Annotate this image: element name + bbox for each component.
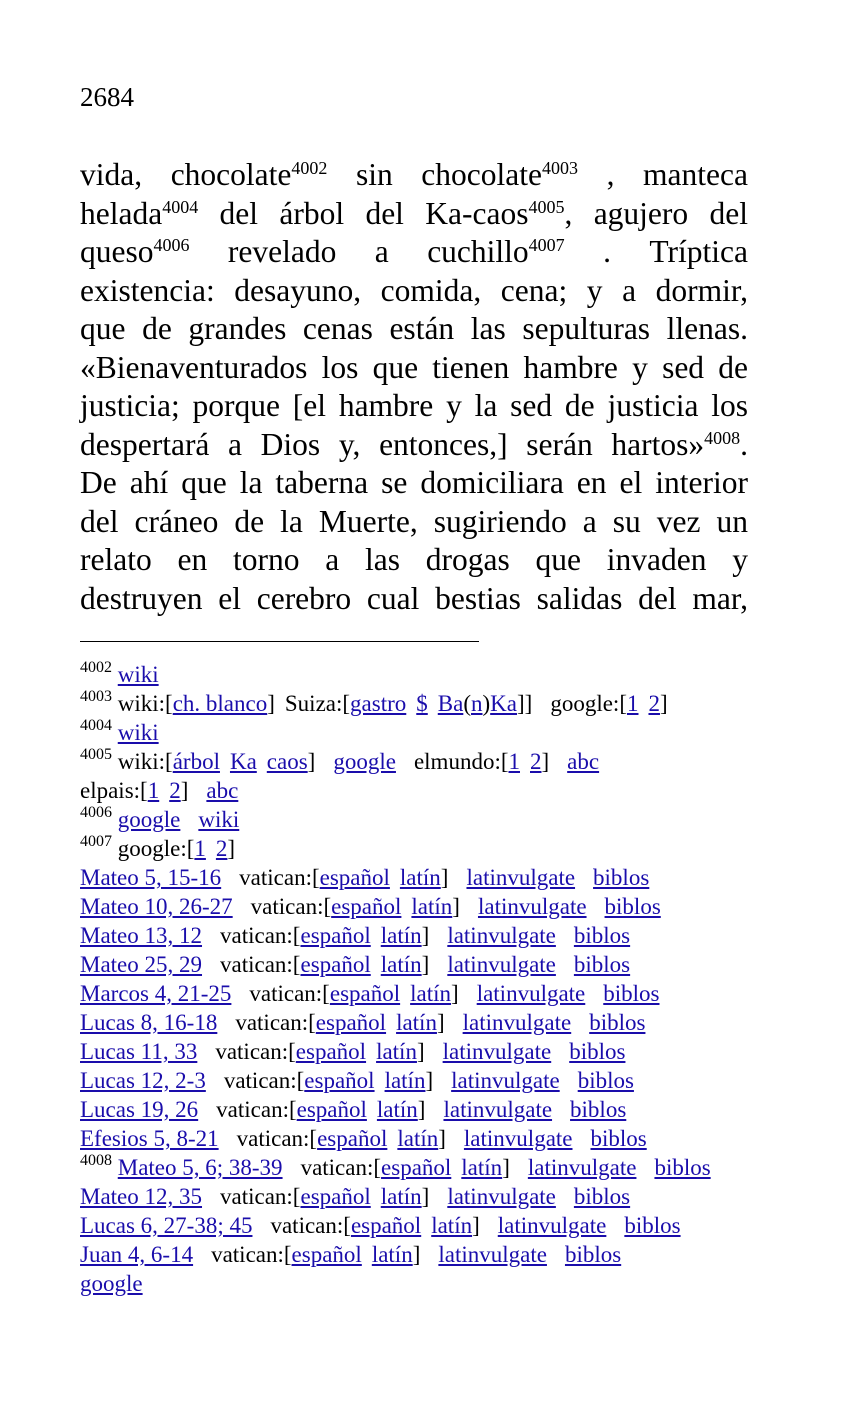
biblos-link[interactable]: biblos [569,1039,626,1064]
latin-link[interactable]: latín [399,865,441,890]
latin-link[interactable]: latín [396,1010,437,1035]
google-link-1[interactable]: 1 [626,691,639,716]
passage-link[interactable]: Lucas 11, 33 [80,1039,198,1064]
footnote-4005-cont: elpais:[1 2] abc [80,778,239,803]
espanol-link[interactable]: español [300,1184,371,1209]
ch-blanco-link[interactable]: ch. blanco [172,691,268,716]
body-line-7: justicia; porque [el hambre y la sed de justicia los [80,388,748,423]
arbol-link[interactable]: árbol [172,749,220,774]
footnote-ref-4004[interactable]: 4004 [162,196,199,217]
espanol-link[interactable]: español [329,981,401,1006]
body-line-10: del cráneo de la Muerte, sugiriendo a su vez un [80,503,748,539]
body-line-11: relato en torno a las drogas que invaden y [80,542,748,577]
footnote-separator [80,641,479,642]
wiki-link[interactable]: wiki [117,720,159,745]
n-link[interactable]: n [471,691,483,716]
latinvulgate-link[interactable]: latinvulgate [451,1068,560,1093]
bible-ref-row: Mateo 13, 12 vatican:[español latín] latinvulgate biblos [80,923,631,948]
espanol-link[interactable]: español [300,923,371,948]
footnote-4004: $^{4004}$ wiki [80,717,159,745]
passage-link[interactable]: Mateo 25, 29 [80,952,203,977]
bible-ref-row: Juan 4, 6-14 vatican:[español latín] latinvulgate biblos [80,1242,622,1267]
bible-ref-row: Lucas 12, 2-3 vatican:[español latín] latinvulgate biblos [80,1068,634,1093]
espanol-link[interactable]: español [381,1155,452,1180]
bible-ref-row: $^{4008}$ Mateo 5, 6; 38-39 vatican:[español latín] latinvulgate biblos [80,1152,711,1180]
latin-link[interactable]: latín [397,1126,439,1151]
latin-link[interactable]: latín [371,1242,413,1267]
latinvulgate-link[interactable]: latinvulgate [466,865,576,890]
biblos-link[interactable]: biblos [570,1097,627,1122]
footnote-ref-4008[interactable]: 4008 [704,427,741,448]
body-line-2: helada$^{4004}$ del árbol del Ka-caos$^{4005}$, agujero del [80,195,748,231]
passage-link[interactable]: Lucas 19, 26 [80,1097,199,1122]
body-line-8: despertará a Dios y, entonces,] serán hartos»$^{4008}$. [80,426,748,462]
bible-ref-row: Mateo 25, 29 vatican:[español latín] latinvulgate biblos [80,952,631,977]
latin-link[interactable]: latín [410,981,452,1006]
ka-link[interactable]: Ka [490,691,517,716]
footnote-4003: $^{4003}$ wiki:[ch. blanco] Suiza:[gastro $ Ba(n)Ka]] google:[1 2] [80,688,668,716]
ba-link[interactable]: Ba [437,691,464,716]
elpais-link-1[interactable]: 1 [147,778,160,803]
biblos-link[interactable]: biblos [603,981,660,1006]
latinvulgate-link[interactable]: latinvulgate [447,923,556,948]
latin-link[interactable]: latín [380,923,422,948]
bible-ref-row: Lucas 11, 33 vatican:[español latín] latinvulgate biblos [80,1039,626,1064]
footnote-4008-google [80,1269,780,1298]
body-line-1: vida, chocolate$^{4002}$ sin chocolate$^{4003}$ , manteca [80,157,748,192]
wiki-link[interactable]: wiki [198,807,240,832]
latinvulgate-link[interactable]: latinvulgate [476,981,586,1006]
google-link[interactable]: google [333,749,396,774]
biblos-link[interactable]: biblos [624,1213,681,1238]
latin-link[interactable]: latín [376,1039,417,1064]
latin-link[interactable]: latín [431,1213,473,1238]
latinvulgate-link[interactable]: latinvulgate [497,1213,607,1238]
passage-link[interactable]: Efesios 5, 8-21 [80,1126,219,1151]
passage-link[interactable]: Mateo 5, 15-16 [80,865,222,890]
latinvulgate-link[interactable]: latinvulgate [477,894,587,919]
body-line-9: De ahí que la taberna se domiciliara en el interior [80,465,748,500]
biblos-link[interactable]: biblos [564,1242,622,1267]
passage-link[interactable]: Mateo 10, 26-27 [80,894,233,919]
passage-link[interactable]: Mateo 12, 35 [80,1184,203,1209]
espanol-link[interactable]: español [317,1126,388,1151]
passage-link[interactable]: Juan 4, 6-14 [80,1242,194,1267]
body-line-4: existencia: desayuno, comida, cena; y a dormir, [80,272,748,308]
google-link-1[interactable]: 1 [194,836,206,861]
bible-refs-4008 [80,1153,780,1269]
footnote-ref-4006[interactable]: 4006 [153,235,190,255]
body-line-5: que de grandes cenas están las sepulturas llenas. [80,311,748,346]
espanol-link[interactable]: español [295,1039,367,1064]
caos-link[interactable]: caos [266,749,308,774]
espanol-link[interactable]: español [296,1097,367,1122]
latin-link[interactable]: latín [384,1068,426,1093]
body-line-6: «Bienaventurados los que tienen hambre y sed de [80,349,748,385]
bible-ref-row: Mateo 12, 35 vatican:[español latín] latinvulgate biblos [80,1184,631,1209]
biblos-link[interactable]: biblos [573,923,631,948]
bible-ref-row: Mateo 10, 26-27 vatican:[español latín] latinvulgate biblos [80,894,661,919]
latin-link[interactable]: latín [376,1097,418,1122]
bible-ref-row: Marcos 4, 21-25 vatican:[español latín] latinvulgate biblos [80,981,660,1006]
elmundo-link-2[interactable]: 2 [530,749,542,774]
espanol-link[interactable]: español [319,865,390,890]
passage-link[interactable]: Lucas 8, 16-18 [80,1010,218,1035]
elpais-link-2[interactable]: 2 [169,778,181,803]
biblos-link[interactable]: biblos [589,1010,646,1035]
passage-link[interactable]: Lucas 6, 27-38; 45 [80,1213,253,1238]
google-link[interactable]: google [117,807,181,832]
biblos-link[interactable]: biblos [604,894,661,919]
body-paragraph [80,156,748,618]
biblos-link[interactable]: biblos [590,1126,647,1151]
page-number: 2684 [80,82,134,112]
passage-link[interactable]: Mateo 5, 6; 38-39 [117,1155,283,1180]
bible-ref-row: Lucas 6, 27-38; 45 vatican:[español latín] latinvulgate biblos [80,1213,681,1238]
wiki-link[interactable]: wiki [117,662,159,687]
latin-link[interactable]: latín [411,894,453,919]
latinvulgate-link[interactable]: latinvulgate [443,1097,553,1122]
google-link-2[interactable]: 2 [648,691,660,716]
gastro-link[interactable]: gastro [350,691,407,716]
google-link-2[interactable]: 2 [215,836,228,861]
espanol-link[interactable]: español [300,952,371,977]
abc-link[interactable]: abc [567,749,600,774]
latinvulgate-link[interactable]: latinvulgate [447,952,556,977]
footnote-ref-4005[interactable]: 4005 [528,196,565,217]
latin-link[interactable]: latín [461,1155,503,1180]
bible-ref-row: Lucas 8, 16-18 vatican:[español latín] latinvulgate biblos [80,1010,646,1035]
biblos-link[interactable]: biblos [593,865,650,890]
bible-refs-4007 [80,863,780,1153]
latin-link[interactable]: latín [380,1184,422,1209]
footnotes [80,660,780,1298]
google-link[interactable]: google [80,1271,143,1296]
footnote-ref-4002[interactable]: 4002 [291,158,328,178]
bible-ref-row: Lucas 19, 26 vatican:[español latín] latinvulgate biblos [80,1097,627,1122]
footnote-ref-4003[interactable]: 4003 [541,158,578,178]
passage-link[interactable]: Mateo 13, 12 [80,923,203,948]
footnote-4005: $^{4005}$ wiki:[árbol Ka caos] google elmundo:[1 2] abc [80,746,600,774]
biblos-link[interactable]: biblos [577,1068,634,1093]
espanol-link[interactable]: español [331,894,402,919]
espanol-link[interactable]: español [315,1010,387,1035]
footnote-4002: $^{4002}$ wiki [80,659,159,687]
espanol-link[interactable]: español [350,1213,422,1238]
latinvulgate-link[interactable]: latinvulgate [447,1184,556,1209]
abc-link-2[interactable]: abc [206,778,239,803]
latinvulgate-link[interactable]: latinvulgate [527,1155,637,1180]
body-line-12: destruyen el cerebro cual bestias salidas del mar, [80,580,748,616]
passage-link[interactable]: Marcos 4, 21-25 [80,981,232,1006]
biblos-link[interactable]: biblos [573,1184,631,1209]
bible-ref-row: Mateo 5, 15-16 vatican:[español latín] latinvulgate biblos [80,865,650,890]
espanol-link[interactable]: español [304,1068,375,1093]
footnote-4006: $^{4006}$ google wiki [80,804,240,832]
latinvulgate-link[interactable]: latinvulgate [442,1039,552,1064]
bible-ref-row: Efesios 5, 8-21 vatican:[español latín] latinvulgate biblos [80,1126,647,1151]
latinvulgate-link[interactable]: latinvulgate [463,1126,573,1151]
biblos-link[interactable]: biblos [654,1155,711,1180]
espanol-link[interactable]: español [291,1242,362,1267]
biblos-link[interactable]: biblos [573,952,631,977]
latinvulgate-link[interactable]: latinvulgate [462,1010,572,1035]
footnote-ref-4007[interactable]: 4007 [528,235,565,255]
body-line-3: queso$^{4006}$ revelado a cuchillo$^{4007}$ . Tríptica [80,234,748,269]
passage-link[interactable]: Lucas 12, 2-3 [80,1068,206,1093]
ka-link[interactable]: Ka [229,749,257,774]
dollar-link[interactable]: $ [416,691,428,716]
footnote-4007: $^{4007}$ google:[1 2] [80,833,236,861]
elmundo-link-1[interactable]: 1 [508,749,520,774]
latin-link[interactable]: latín [380,952,422,977]
latinvulgate-link[interactable]: latinvulgate [438,1242,547,1267]
